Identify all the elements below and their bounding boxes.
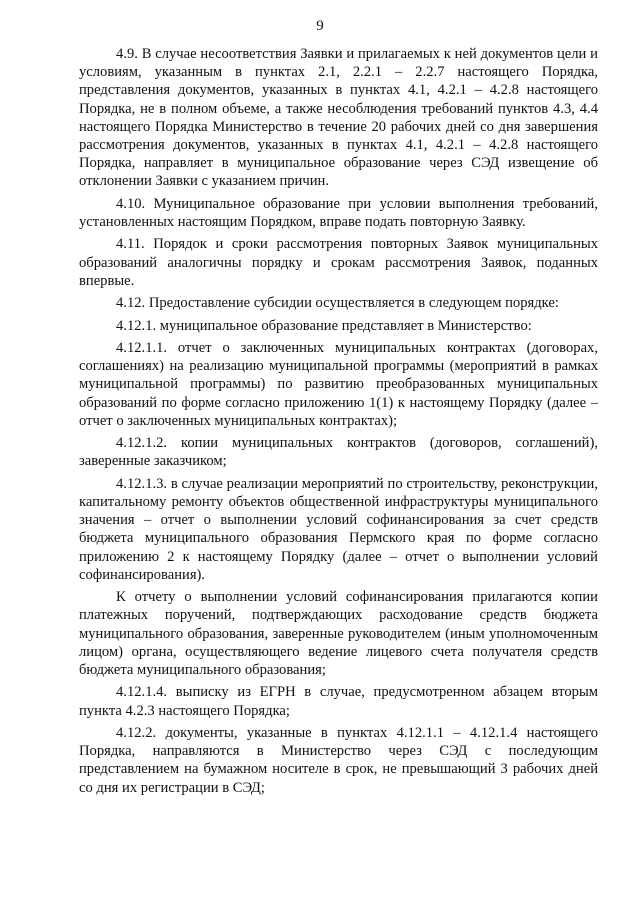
paragraph-4-11: 4.11. Порядок и сроки рассмотрения повторных Заявок муниципальных образований аналогичны порядку и срокам рассмотрения Заявок, поданных впервые. (79, 236, 598, 289)
paragraph-4-12-1-1: 4.12.1.1. отчет о заключенных муниципальных контрактах (договорах, соглашениях) на реализацию муниципальной программы (мероприятий в рамках муниципальной программы) по развитию преобразованных муниципальных образований по форме согласно приложению 1(1) к настоящему Порядку (далее – отчет о заключенных муниципальных контрактах); (79, 339, 598, 429)
paragraph-4-12-1-2: 4.12.1.2. копии муниципальных контрактов (договоров, соглашений), заверенные заказчиком; (79, 435, 598, 470)
paragraph-4-12-2: 4.12.2. документы, указанные в пунктах 4.12.1.1 – 4.12.1.4 настоящего Порядка, направляются в Министерство через СЭД с последующим представлением на бумажном носителе в срок, не превышающий 3 рабочих дней со дня их регистрации в СЭД; (79, 724, 598, 796)
paragraph-4-10: 4.10. Муниципальное образование при условии выполнения требований, установленных настоящим Порядком, вправе подать повторную Заявку. (79, 195, 598, 231)
paragraph-cofinancing-attachments: К отчету о выполнении условий софинансирования прилагаются копии платежных поручений, подтверждающих расходование средств бюджета муниципального образования, заверенные руководителем (иным уполномоченным лицом) органа, осуществляющего ведение лицевого счета получателя средств бюджета муниципального образования; (79, 589, 598, 678)
paragraph-4-12-1-3: 4.12.1.3. в случае реализации мероприятий по строительству, реконструкции, капитальному ремонту объектов общественной инфраструктуры муниципального значения – отчет о выполнении условий софинансирования за счет средств бюджета муниципального образования Пермского края по форме согласно приложению 2 к настоящему Порядку (далее – отчет о выполнении условий софинансирования). (79, 475, 598, 583)
paragraph-4-9: 4.9. В случае несоответствия Заявки и прилагаемых к ней документов цели и условиям, указанным в пунктах 2.1, 2.2.1 – 2.2.7 настоящего Порядка, представления документов, указанных в пунктах 4.1, 4.2.1 – 4.2.8 настоящего Порядка, не в полном объеме, а также несоблюдения требований пунктов 4.3, 4.4 настоящего Порядка Министерство в течение 20 рабочих дней со дня завершения рассмотрения документов, указанных в пунктах 4.1, 4.2.1 – 4.2.8 настоящего Порядка, направляет в муниципальное образование через СЭД извещение об отклонении Заявки с указанием причин. (79, 46, 598, 190)
paragraph-4-12-1-4: 4.12.1.4. выписку из ЕГРН в случае, предусмотренном абзацем вторым пункта 4.2.3 настоящего Порядка; (79, 684, 598, 719)
paragraph-4-12: 4.12. Предоставление субсидии осуществляется в следующем порядке: (116, 295, 559, 312)
paragraph-4-12-1: 4.12.1. муниципальное образование представляет в Министерство: (116, 317, 532, 334)
document-body (79, 45, 598, 801)
page-number: 9 (316, 18, 324, 34)
